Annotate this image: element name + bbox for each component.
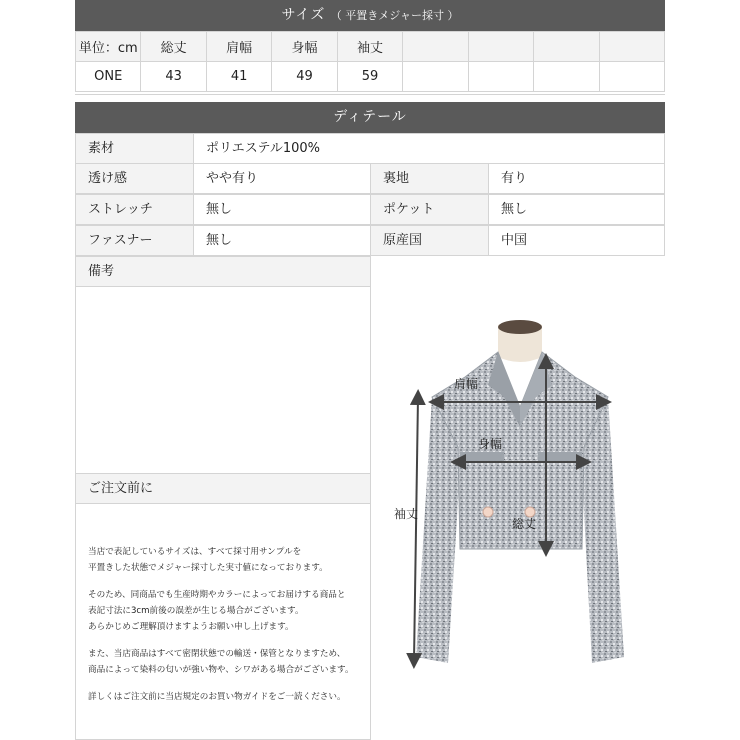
sleeve-label: 袖丈	[394, 507, 419, 521]
size-cell	[468, 62, 533, 92]
size-col-unit: 単位：cm	[76, 32, 141, 62]
size-cell	[534, 62, 599, 92]
size-table	[75, 31, 665, 92]
length-label: 総丈	[512, 517, 537, 531]
detail-header-title: ディテール	[333, 109, 407, 125]
size-cell: 41	[206, 62, 271, 92]
size-cell	[403, 62, 468, 92]
stretch-label: ストレッチ	[75, 194, 194, 225]
size-col-shoulder: 肩幅	[206, 32, 271, 62]
stretch-value: 無し	[193, 194, 371, 225]
notice-paragraph: そのため、同商品でも生産時期やカラーによってお届けする商品と 表記寸法に3cm前後の誤差が生じる場合がございます。 あらかじめご理解頂けますようお願い申し上げます。	[88, 590, 346, 632]
fastener-value: 無し	[193, 225, 371, 256]
right-pocket-flap	[538, 452, 582, 462]
size-cell: 49	[272, 62, 337, 92]
size-col-empty	[599, 32, 665, 62]
lining-label: 裏地	[370, 163, 489, 194]
sheer-label: 透け感	[75, 163, 194, 194]
lining-value: 有り	[488, 163, 665, 194]
pocket-value: 無し	[488, 194, 665, 225]
divider	[75, 94, 665, 95]
left-pocket-flap	[460, 452, 504, 462]
size-header-subtitle: （ 平置きメジャー採寸 ）	[330, 9, 459, 22]
material-label: 素材	[75, 133, 194, 164]
size-table-header-row	[76, 32, 665, 62]
size-col-length: 総丈	[141, 32, 206, 62]
notice-paragraph: 当店で表記しているサイズは、すべて採寸用サンプルを 平置きした状態でメジャー採寸した実寸値になっております。	[88, 547, 328, 573]
size-section-header	[75, 0, 665, 31]
size-col-empty	[468, 32, 533, 62]
sheer-value: やや有り	[193, 163, 371, 194]
size-cell: 43	[141, 62, 206, 92]
origin-label: 原産国	[370, 225, 489, 256]
notice-paragraph: また、当店商品はすべて密閉状態での輸送・保管となりますため、 商品によって染料の匂いが強い物や、シワがある場合がございます。	[88, 649, 354, 675]
pocket-label: ポケット	[370, 194, 489, 225]
size-cell	[599, 62, 665, 92]
size-cell: ONE	[76, 62, 141, 92]
remarks-body	[75, 286, 371, 474]
origin-value: 中国	[488, 225, 665, 256]
size-header-title: サイズ	[281, 7, 326, 23]
jacket-illustration	[370, 257, 665, 740]
size-cell: 59	[337, 62, 402, 92]
remarks-label: 備考	[75, 256, 371, 287]
button	[483, 507, 493, 517]
size-col-empty	[534, 32, 599, 62]
chest-label: 身幅	[478, 437, 503, 451]
detail-section-header	[75, 102, 665, 133]
product-photo	[370, 257, 665, 740]
notice-paragraph: 詳しくはご注文前に当店規定のお買い物ガイドをご一読ください。	[88, 692, 346, 702]
material-value: ポリエステル100%	[193, 133, 665, 164]
size-col-chest: 身幅	[272, 32, 337, 62]
notice-label: ご注文前に	[75, 473, 371, 504]
mannequin-cap	[498, 320, 542, 334]
size-table-row	[76, 62, 665, 92]
shoulder-label: 肩幅	[454, 377, 479, 391]
size-col-empty	[403, 32, 468, 62]
fastener-label: ファスナー	[75, 225, 194, 256]
notice-body	[75, 503, 371, 740]
size-col-sleeve: 袖丈	[337, 32, 402, 62]
sleeve-arrow	[414, 397, 418, 661]
